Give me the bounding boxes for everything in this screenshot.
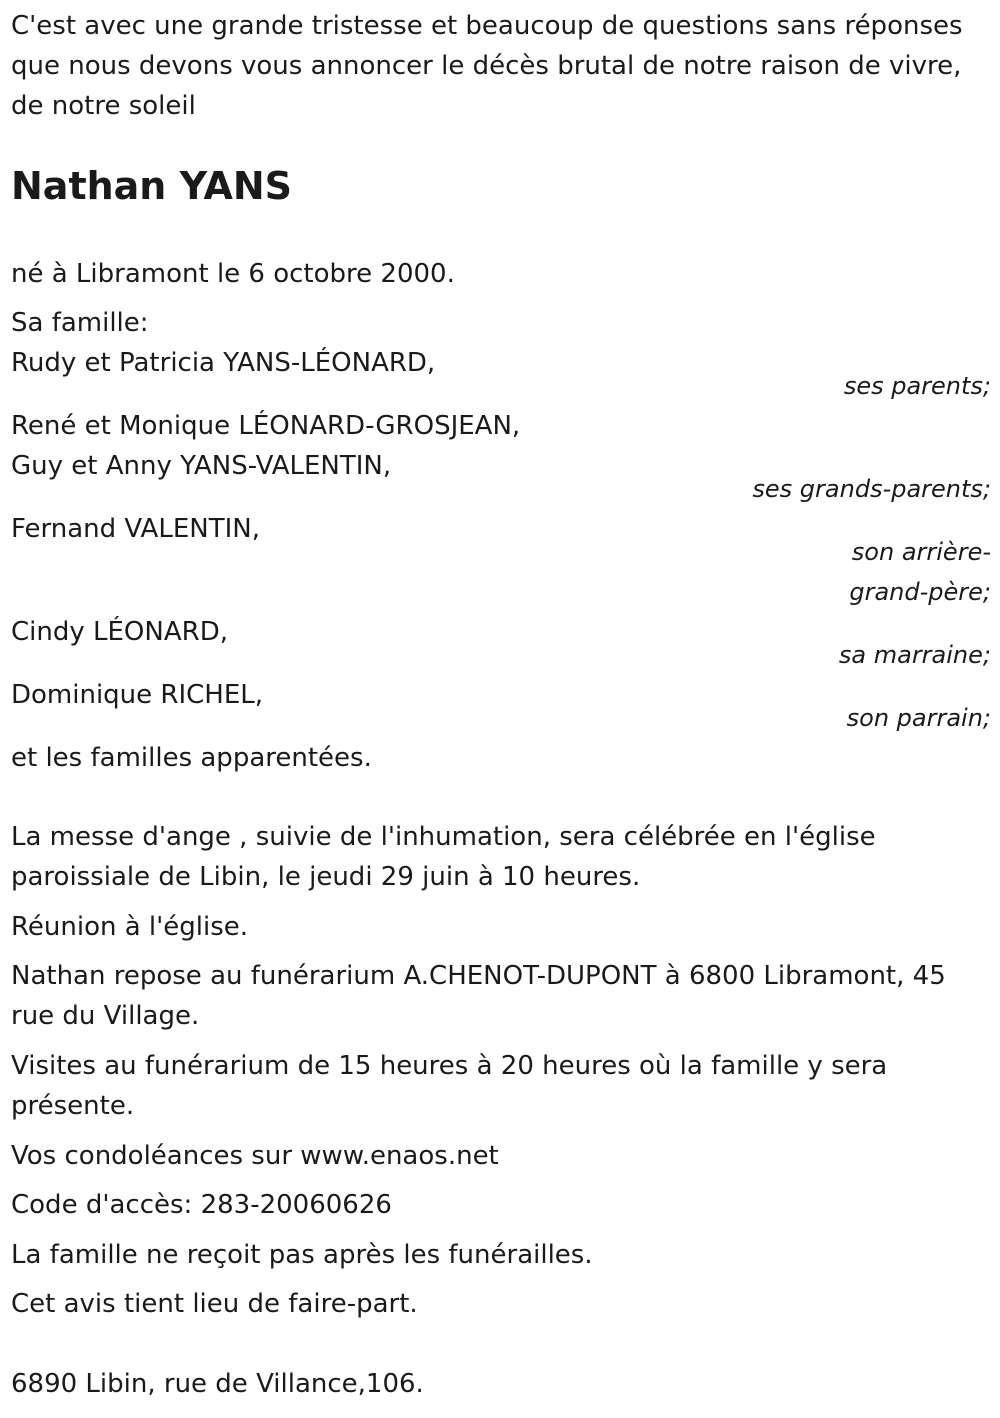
family-great-grandfather-role-2: grand-père;: [849, 578, 991, 606]
family-parents: Rudy et Patricia YANS-LÉONARD,: [11, 348, 436, 378]
family-godmother: Cindy LÉONARD,: [11, 617, 228, 647]
repose-info-line-2: rue du Village.: [11, 1001, 200, 1031]
family-parents-role: ses parents;: [843, 372, 991, 400]
visits-info-line-2: présente.: [11, 1091, 135, 1121]
birth-info: né à Libramont le 6 octobre 2000.: [11, 259, 455, 289]
family-grandparents-role: ses grands-parents;: [752, 475, 991, 503]
repose-info-line-1: Nathan repose au funérarium A.CHENOT-DUPONT à 6800 Libramont, 45: [11, 961, 946, 991]
mass-info-line-1: La messe d'ange , suivie de l'inhumation, sera célébrée en l'église: [11, 822, 876, 852]
family-great-grandfather: Fernand VALENTIN,: [11, 514, 260, 544]
family-heading: Sa famille:: [11, 308, 149, 338]
mass-info-line-2: paroissiale de Libin, le jeudi 29 juin à 10 heures.: [11, 862, 641, 892]
family-grandparents-1: René et Monique LÉONARD-GROSJEAN,: [11, 411, 521, 441]
notice-info: Cet avis tient lieu de faire-part.: [11, 1289, 418, 1319]
family-godmother-role: sa marraine;: [838, 641, 991, 669]
family-address: 6890 Libin, rue de Villance,106.: [11, 1369, 424, 1399]
intro-line-1: C'est avec une grande tristesse et beaucoup de questions sans réponses: [11, 11, 963, 41]
deceased-name: Nathan YANS: [11, 164, 293, 208]
access-code: Code d'accès: 283-20060626: [11, 1190, 392, 1220]
visits-info-line-1: Visites au funérarium de 15 heures à 20 heures où la famille y sera: [11, 1051, 888, 1081]
meeting-info: Réunion à l'église.: [11, 912, 249, 942]
intro-line-3: de notre soleil: [11, 91, 196, 121]
no-reception-info: La famille ne reçoit pas après les funérailles.: [11, 1240, 593, 1270]
intro-line-2: que nous devons vous annoncer le décès brutal de notre raison de vivre,: [11, 51, 962, 81]
family-godfather: Dominique RICHEL,: [11, 680, 264, 710]
family-closing: et les familles apparentées.: [11, 743, 372, 773]
condolences-info: Vos condoléances sur www.enaos.net: [11, 1141, 499, 1171]
family-godfather-role: son parrain;: [846, 704, 991, 732]
family-grandparents-2: Guy et Anny YANS-VALENTIN,: [11, 451, 392, 481]
family-great-grandfather-role-1: son arrière-: [851, 538, 991, 566]
